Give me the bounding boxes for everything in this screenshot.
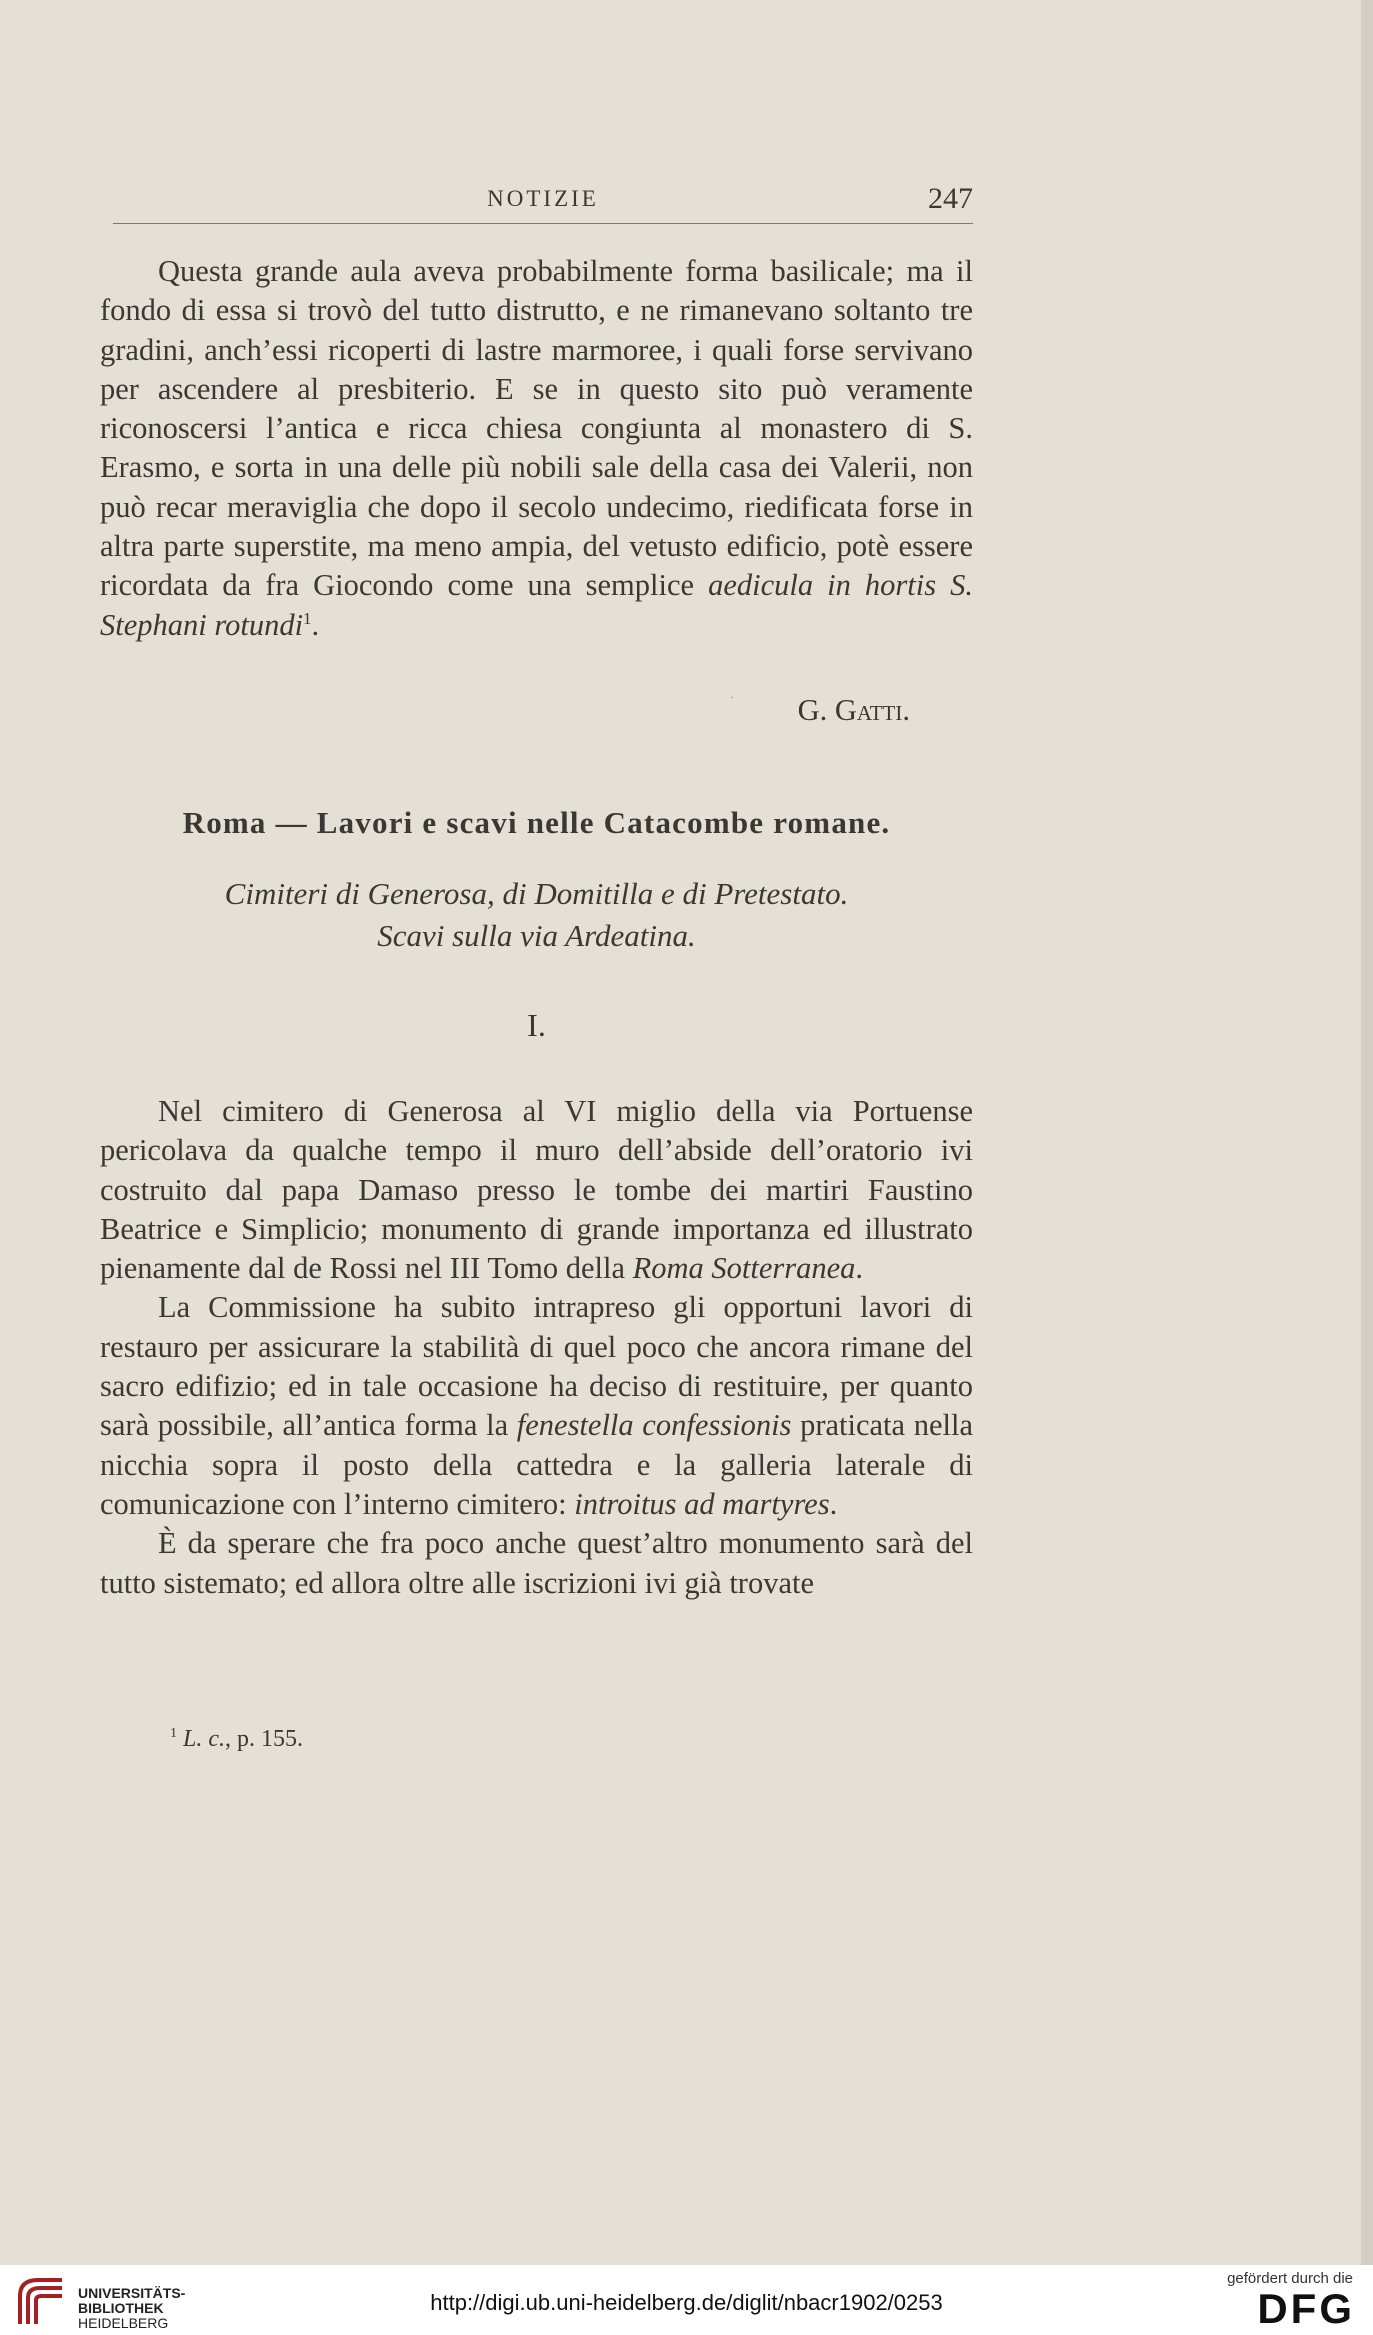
footnote-ref: 1: [303, 608, 312, 628]
text-run: .: [855, 1251, 864, 1286]
paragraph-commissione: [100, 1288, 973, 1524]
footnote-text: , p. 155.: [225, 1726, 303, 1752]
funding-label: gefördert durch die: [1227, 2270, 1353, 2287]
text-run: Nel cimitero di Generosa al VI miglio della via Portuense pericolava da qualche tempo il muro dell’abside dell’oratorio ivi costruito dal papa Damaso presso le tombe dei martiri Faustino Beatrice e Simplicio; monumento di grande importanza ed illustrato pienamente dal de Rossi nel III Tomo della: [100, 1094, 973, 1286]
page-number: 247: [928, 182, 973, 215]
section-numeral: I.: [527, 1007, 546, 1043]
section-subtitle-2: Scavi sulla via Ardeatina.: [377, 918, 696, 953]
library-line-1: UNIVERSITÄTS-: [78, 2285, 186, 2301]
text-run: La Commissione ha subito intrapreso gli opportuni lavori di restauro per assicurare la stabilità di quel poco che ancora rimane del sacro edifizio; ed in tale occasione ha deciso di restituire, per quanto sarà possibile, all’antica forma la: [100, 1290, 973, 1443]
paragraph-basilica: [100, 252, 973, 645]
section-title: Roma — Lavori e scavi nelle Catacombe romane.: [182, 805, 891, 840]
footnote-mark: 1: [170, 1726, 177, 1741]
text-run: .: [829, 1486, 838, 1521]
italic-run: fenestella confessionis: [516, 1408, 792, 1443]
running-head: [113, 182, 973, 222]
library-line-3: HEIDELBERG: [78, 2315, 169, 2331]
author-signature: [798, 693, 910, 728]
italic-run: aedicula in hortis S. Stephani rotundi: [100, 568, 973, 642]
source-url-link[interactable]: http://digi.ub.uni-heidelberg.de/diglit/nbacr1902/0253: [430, 2290, 943, 2315]
footnote: [170, 1726, 303, 1753]
signature-name: Gatti.: [834, 693, 910, 727]
body-text: [100, 1092, 973, 1603]
dfg-logo: DFG: [1257, 2285, 1355, 2332]
text-run: praticata nella nicchia sopra il posto della cattedra e la galleria laterale di comunicazione con l’interno cimitero:: [100, 1408, 973, 1521]
paragraph-generosa: [100, 1092, 973, 1288]
text-run: È da sperare che fra poco anche quest’altro monumento sarà del tutto sistemato; ed allora oltre alle iscrizioni ivi già trovate: [100, 1526, 973, 1600]
library-line-2: BIBLIOTHEK: [78, 2300, 164, 2316]
running-title: NOTIZIE: [487, 186, 599, 211]
paragraph-text: [100, 252, 973, 645]
italic-run: Roma Sotterranea: [632, 1251, 856, 1286]
footnote-italic: L. c.: [183, 1726, 225, 1752]
stray-dot: ·: [730, 690, 734, 704]
italic-run: introitus ad martyres: [574, 1486, 830, 1521]
text-run: .: [311, 607, 320, 642]
signature-initial: G.: [797, 693, 835, 727]
page-edge-shadow: [1361, 0, 1373, 2265]
section-subtitle-1: Cimiteri di Generosa, di Domitilla e di Pretestato.: [224, 876, 849, 911]
text-run: Questa grande aula aveva probabilmente forma basilicale; ma il fondo di essa si trovò del tutto distrutto, e ne rimanevano soltanto tre gradini, anch’essi ricoperti di lastre marmoree, i quali forse servivano per ascendere al presbiterio. E se in questo sito può veramente riconoscersi l’antica e ricca chiesa congiunta al monastero di S. Erasmo, e sorta in una delle più nobili sale della casa dei Valerii, non può recar meraviglia che dopo il secolo undecimo, riedificata forse in altra parte superstite, ma meno ampia, del vetusto edificio, potè essere ricordata da fra Giocondo come una semplice: [100, 254, 973, 603]
paragraph-sperare: [100, 1524, 973, 1603]
header-rule: [113, 223, 973, 224]
